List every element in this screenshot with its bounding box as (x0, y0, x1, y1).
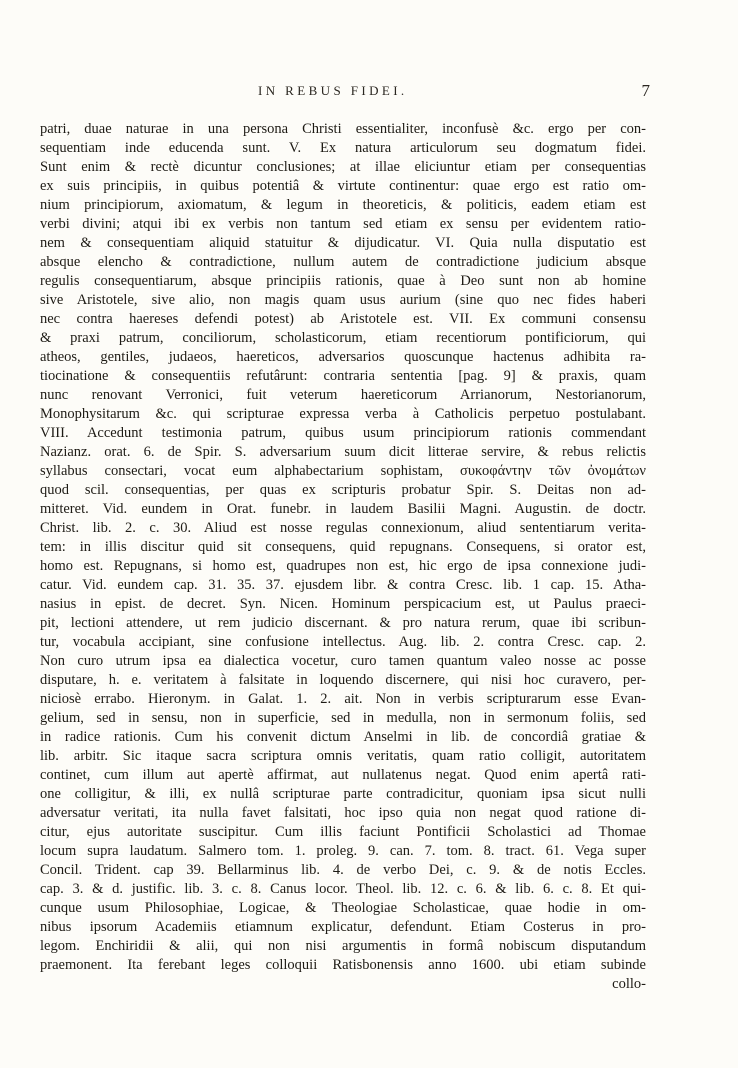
page-number: 7 (641, 81, 650, 100)
text-line: nium principiorum, axiomatum, & legum in theoreticis, & politicis, eadem etiam est (40, 197, 646, 213)
text-line: Monophysitarum &c. qui scripturae expressa verba à Catholicis perpetuo postulabant. (40, 406, 646, 422)
page-header (40, 83, 650, 105)
text-line: praemonent. Ita ferebant leges colloquii Ratisbonensis anno 1600. ubi etiam subinde (40, 957, 646, 973)
text-line: gelium, sed in sensu, non in superficie, sed in medulla, non in sermonum foliis, sed (40, 710, 646, 726)
text-line: nunc renovant Verronici, fuit veterum haereticorum Arrianorum, Nestorianorum, (40, 387, 646, 403)
text-line: cap. 3. & d. justific. lib. 3. c. 8. Canus locor. Theol. lib. 12. c. 6. & lib. 6. c. 8. Et qui- (40, 881, 646, 897)
text-line: Non curo utrum ipsa ea dialectica vocetur, curo tamen quantum valeo nosse ac posse (40, 653, 646, 669)
text-line: & praxi patrum, conciliorum, scholasticorum, etiam recentiorum pontificiorum, qui (40, 330, 646, 346)
text-line: Nazianz. orat. 6. de Spir. S. adversarium suum dicit litterae servire, & rebus relictis (40, 444, 646, 460)
text-line: syllabus consectari, vocat eum alphabectarium sophistam, συκοφάντην τῶν ὀνομάτων (40, 463, 646, 479)
text-line: collo- (612, 976, 646, 992)
text-line: patri, duae naturae in una persona Christi essentialiter, inconfusè &c. ergo per con- (40, 121, 646, 137)
text-line: Concil. Trident. cap 39. Bellarminus lib. 4. de verbo Dei, c. 9. & de notis Eccles. (40, 862, 646, 878)
text-line: nec contra haereses defendi potest) ab Aristotele est. VII. Ex communi consensu (40, 311, 646, 327)
text-line: Christ. lib. 2. c. 30. Aliud est nosse regulas connexionum, aliud sententiarum verita- (40, 520, 646, 536)
body-text (40, 120, 646, 994)
text-line: tem: in illis discitur quid sit consequens, quid repugnans. Consequens, si orator est, (40, 539, 646, 555)
text-line: one colligitur, & illi, ex nullâ scripturae parte contradicitur, quoniam ipsa sicut nulli (40, 786, 646, 802)
text-line: cunque usum Philosophiae, Logicae, & Theologiae Scholasticae, quae hodie in om- (40, 900, 646, 916)
text-line: catur. Vid. eundem cap. 31. 35. 37. ejusdem libr. & contra Cresc. lib. 1 cap. 15. Atha- (40, 577, 646, 593)
text-line: nibus ipsorum Academiis etiamnum explicatur, defendunt. Etiam Costerus in pro- (40, 919, 646, 935)
text-line: citur, ejus autoritate suscipitur. Cum illis faciunt Pontificii Scholastici ad Thomae (40, 824, 646, 840)
text-line: atheos, gentiles, judaeos, haereticos, adversarios quoscunque hactenus adhibita ra- (40, 349, 646, 365)
text-line: niciosè errabo. Hieronym. in Galat. 1. 2. ait. Non in verbis scripturarum esse Evan- (40, 691, 646, 707)
running-head: IN REBUS FIDEI. (258, 83, 408, 98)
text-line: sequentiam inde educenda sunt. V. Ex natura articulorum seu dogmatum fidei. (40, 140, 646, 156)
text-line: sive Aristotele, sive alio, non magis quam usus aurium (sine quo nec fides haberi (40, 292, 646, 308)
text-line: regulis consequentiarum, absque principiis rationis, quae à Deo sunt non ab homine (40, 273, 646, 289)
text-line: continet, cum illum aut apertè affirmat, aut nullatenus negat. Quod enim apertâ rati- (40, 767, 646, 783)
text-line: locum supra laudatum. Salmero tom. 1. proleg. 9. can. 7. tom. 8. tract. 61. Vega super (40, 843, 646, 859)
text-line: mitteret. Vid. eundem in Orat. funebr. in laudem Basilii Magni. Augustin. de doctr. (40, 501, 646, 517)
text-line: verbi divini; atqui ibi ex verbis non tantum sed etiam ex sensu per evidentem ratio- (40, 216, 646, 232)
text-line: disputare, h. e. veritatem à falsitate in loquendo discernere, qui nisi hoc curavero, per- (40, 672, 646, 688)
text-line: absque elencho & contradictione, nullum autem de contradictione judicium absque (40, 254, 646, 270)
text-line: legom. Enchiridii & alii, qui non nisi argumentis in formâ nobiscum disputandum (40, 938, 646, 954)
text-line: quod scil. consequentias, per quas ex scripturis probatur Spir. S. Deitas non ad- (40, 482, 646, 498)
text-line: nem & consequentiam aliquid statuitur & dijudicatur. VI. Quia nulla disputatio est (40, 235, 646, 251)
text-line: tiocinatione & consequentiis refutârunt: contraria sententia [pag. 9] & praxis, quam (40, 368, 646, 384)
text-line: lib. arbitr. Sic itaque sacra scriptura omnis veritatis, quam ratio colligit, autoritatem (40, 748, 646, 764)
text-line: pit, lectioni attendere, ut rem judicio discernant. & pro natura rerum, quae ibi scribun- (40, 615, 646, 631)
text-line: in radice rationis. Cum his convenit dictum Anselmi in lib. de concordiâ gratiae & (40, 729, 646, 745)
text-line: ex suis principiis, in quibus potentiâ & virtute continentur: quae ergo est ratio om- (40, 178, 646, 194)
text-line: nasius in epist. de decret. Syn. Nicen. Hominum perspicacium est, ut Paulus praeci- (40, 596, 646, 612)
text-line: homo est. Repugnans, si homo est, quadrupes non est, hic ergo de ipsa connexione judi- (40, 558, 646, 574)
text-line: tur, vocabula accipiant, sine confusione intellectus. Aug. lib. 2. contra Cresc. cap. 2. (40, 634, 646, 650)
text-line: VIII. Accedunt testimonia patrum, quibus usum principiorum rationis commendant (40, 425, 646, 441)
text-line: Sunt enim & rectè dicuntur conclusiones; at illae eliciuntur etiam per consequentias (40, 159, 646, 175)
text-line: adversatur veritati, ita nulla favet falsitati, hoc ipso quia non negat quod ratione di- (40, 805, 646, 821)
